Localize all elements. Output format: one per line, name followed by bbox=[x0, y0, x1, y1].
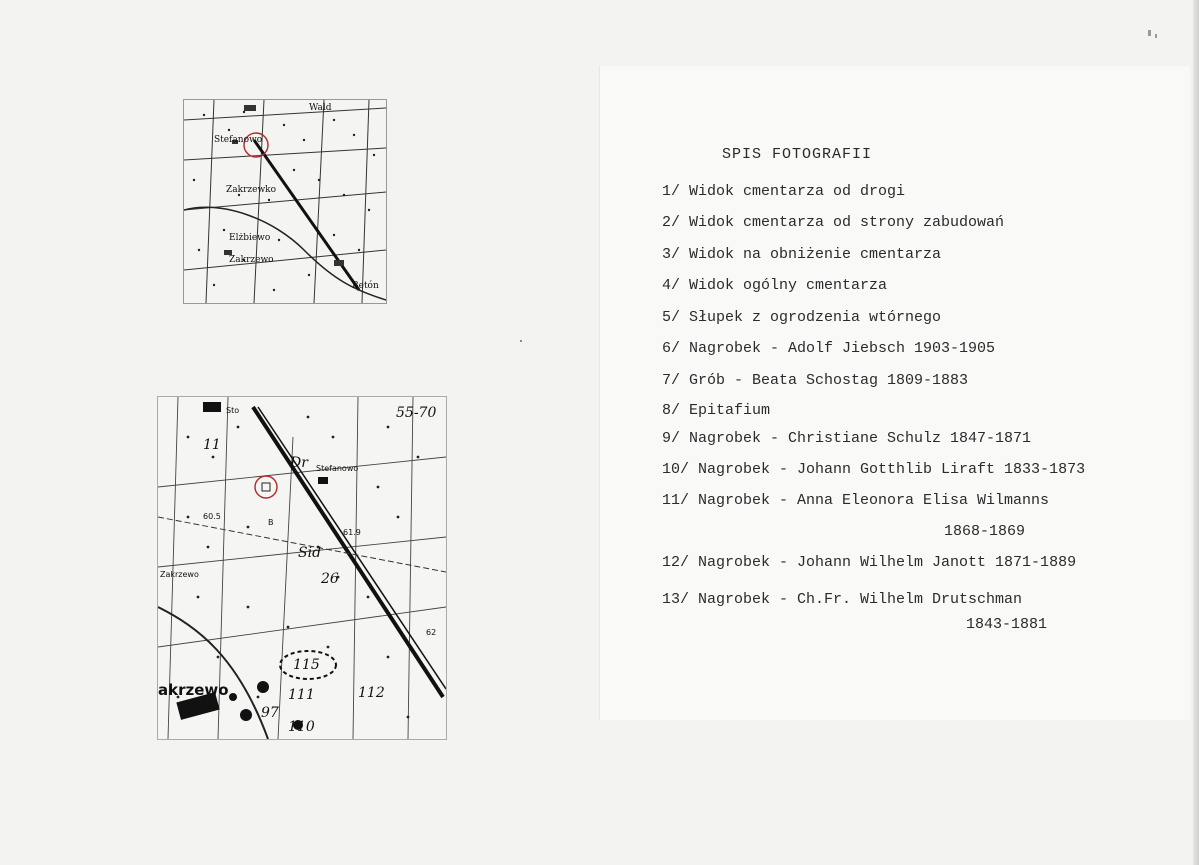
photo-list-item: 1/ Widok cmentarza od drogi bbox=[662, 183, 906, 200]
photo-list-item: 6/ Nagrobek - Adolf Jiebsch 1903-1905 bbox=[662, 340, 996, 357]
map-label: Zakrzewo bbox=[160, 570, 199, 579]
map-label: B bbox=[268, 518, 274, 527]
map-image-top bbox=[183, 99, 387, 304]
photo-list-item: 2/ Widok cmentarza od strony zabudowań bbox=[662, 214, 1005, 231]
map-label: Dr bbox=[290, 455, 308, 471]
map-label: 55-70 bbox=[396, 405, 437, 421]
photo-list-sheet bbox=[600, 66, 1190, 720]
map-label: Betón bbox=[352, 281, 379, 291]
map-label: 62 bbox=[426, 628, 437, 637]
scan-mark bbox=[1148, 30, 1151, 36]
photo-list-item: 4/ Widok ogólny cmentarza bbox=[662, 277, 888, 294]
map-label: Zakrzewko bbox=[226, 185, 277, 195]
page-edge-shadow bbox=[1193, 0, 1199, 865]
photo-list-item: 5/ Słupek z ogrodzenia wtórnego bbox=[662, 309, 942, 326]
map-label: 11 bbox=[203, 437, 221, 453]
photo-list-item-continued: 1868-1869 bbox=[944, 523, 1026, 540]
map-label: 60.5 bbox=[203, 512, 221, 521]
map-label: 111 bbox=[288, 687, 315, 703]
photo-list-item: 7/ Grób - Beata Schostag 1809-1883 bbox=[662, 372, 969, 389]
map-label: 115 bbox=[293, 657, 320, 673]
photo-list-item: 11/ Nagrobek - Anna Eleonora Elisa Wilmanns bbox=[662, 492, 1050, 509]
map-label: Stefanowo bbox=[316, 464, 359, 473]
map-label: 112 bbox=[358, 685, 385, 701]
photo-list-item: 13/ Nagrobek - Ch.Fr. Wilhelm Drutschman bbox=[662, 591, 1023, 608]
map-label: 61.9 bbox=[343, 528, 361, 537]
map-label: Zakrzewo bbox=[229, 255, 274, 265]
map-label: akrzewo bbox=[158, 681, 229, 699]
photo-list-item: 8/ Epitafium bbox=[662, 402, 771, 419]
map-image-bottom bbox=[157, 396, 447, 740]
map-label: 97 bbox=[261, 705, 279, 721]
map-label: Sto bbox=[226, 406, 240, 415]
photo-list-item: 9/ Nagrobek - Christiane Schulz 1847-1871 bbox=[662, 430, 1032, 447]
photo-list-item-continued: 1843-1881 bbox=[966, 616, 1048, 633]
map-label: Wald bbox=[309, 103, 332, 113]
photo-list-title: SPIS FOTOGRAFII bbox=[722, 146, 873, 163]
map-label: 110 bbox=[288, 719, 315, 735]
map-label: Elżbiewo bbox=[229, 233, 271, 243]
map-label: Sid bbox=[298, 545, 322, 561]
scan-speck bbox=[520, 340, 522, 342]
photo-list-item: 10/ Nagrobek - Johann Gotthlib Liraft 1833-1873 bbox=[662, 461, 1086, 478]
photo-list-item: 3/ Widok na obniżenie cmentarza bbox=[662, 246, 942, 263]
map-label: 26 bbox=[321, 571, 339, 587]
scan-mark bbox=[1155, 34, 1157, 38]
map-label: Stefanowo bbox=[214, 135, 263, 145]
photo-list-item: 12/ Nagrobek - Johann Wilhelm Janott 1871-1889 bbox=[662, 554, 1077, 571]
